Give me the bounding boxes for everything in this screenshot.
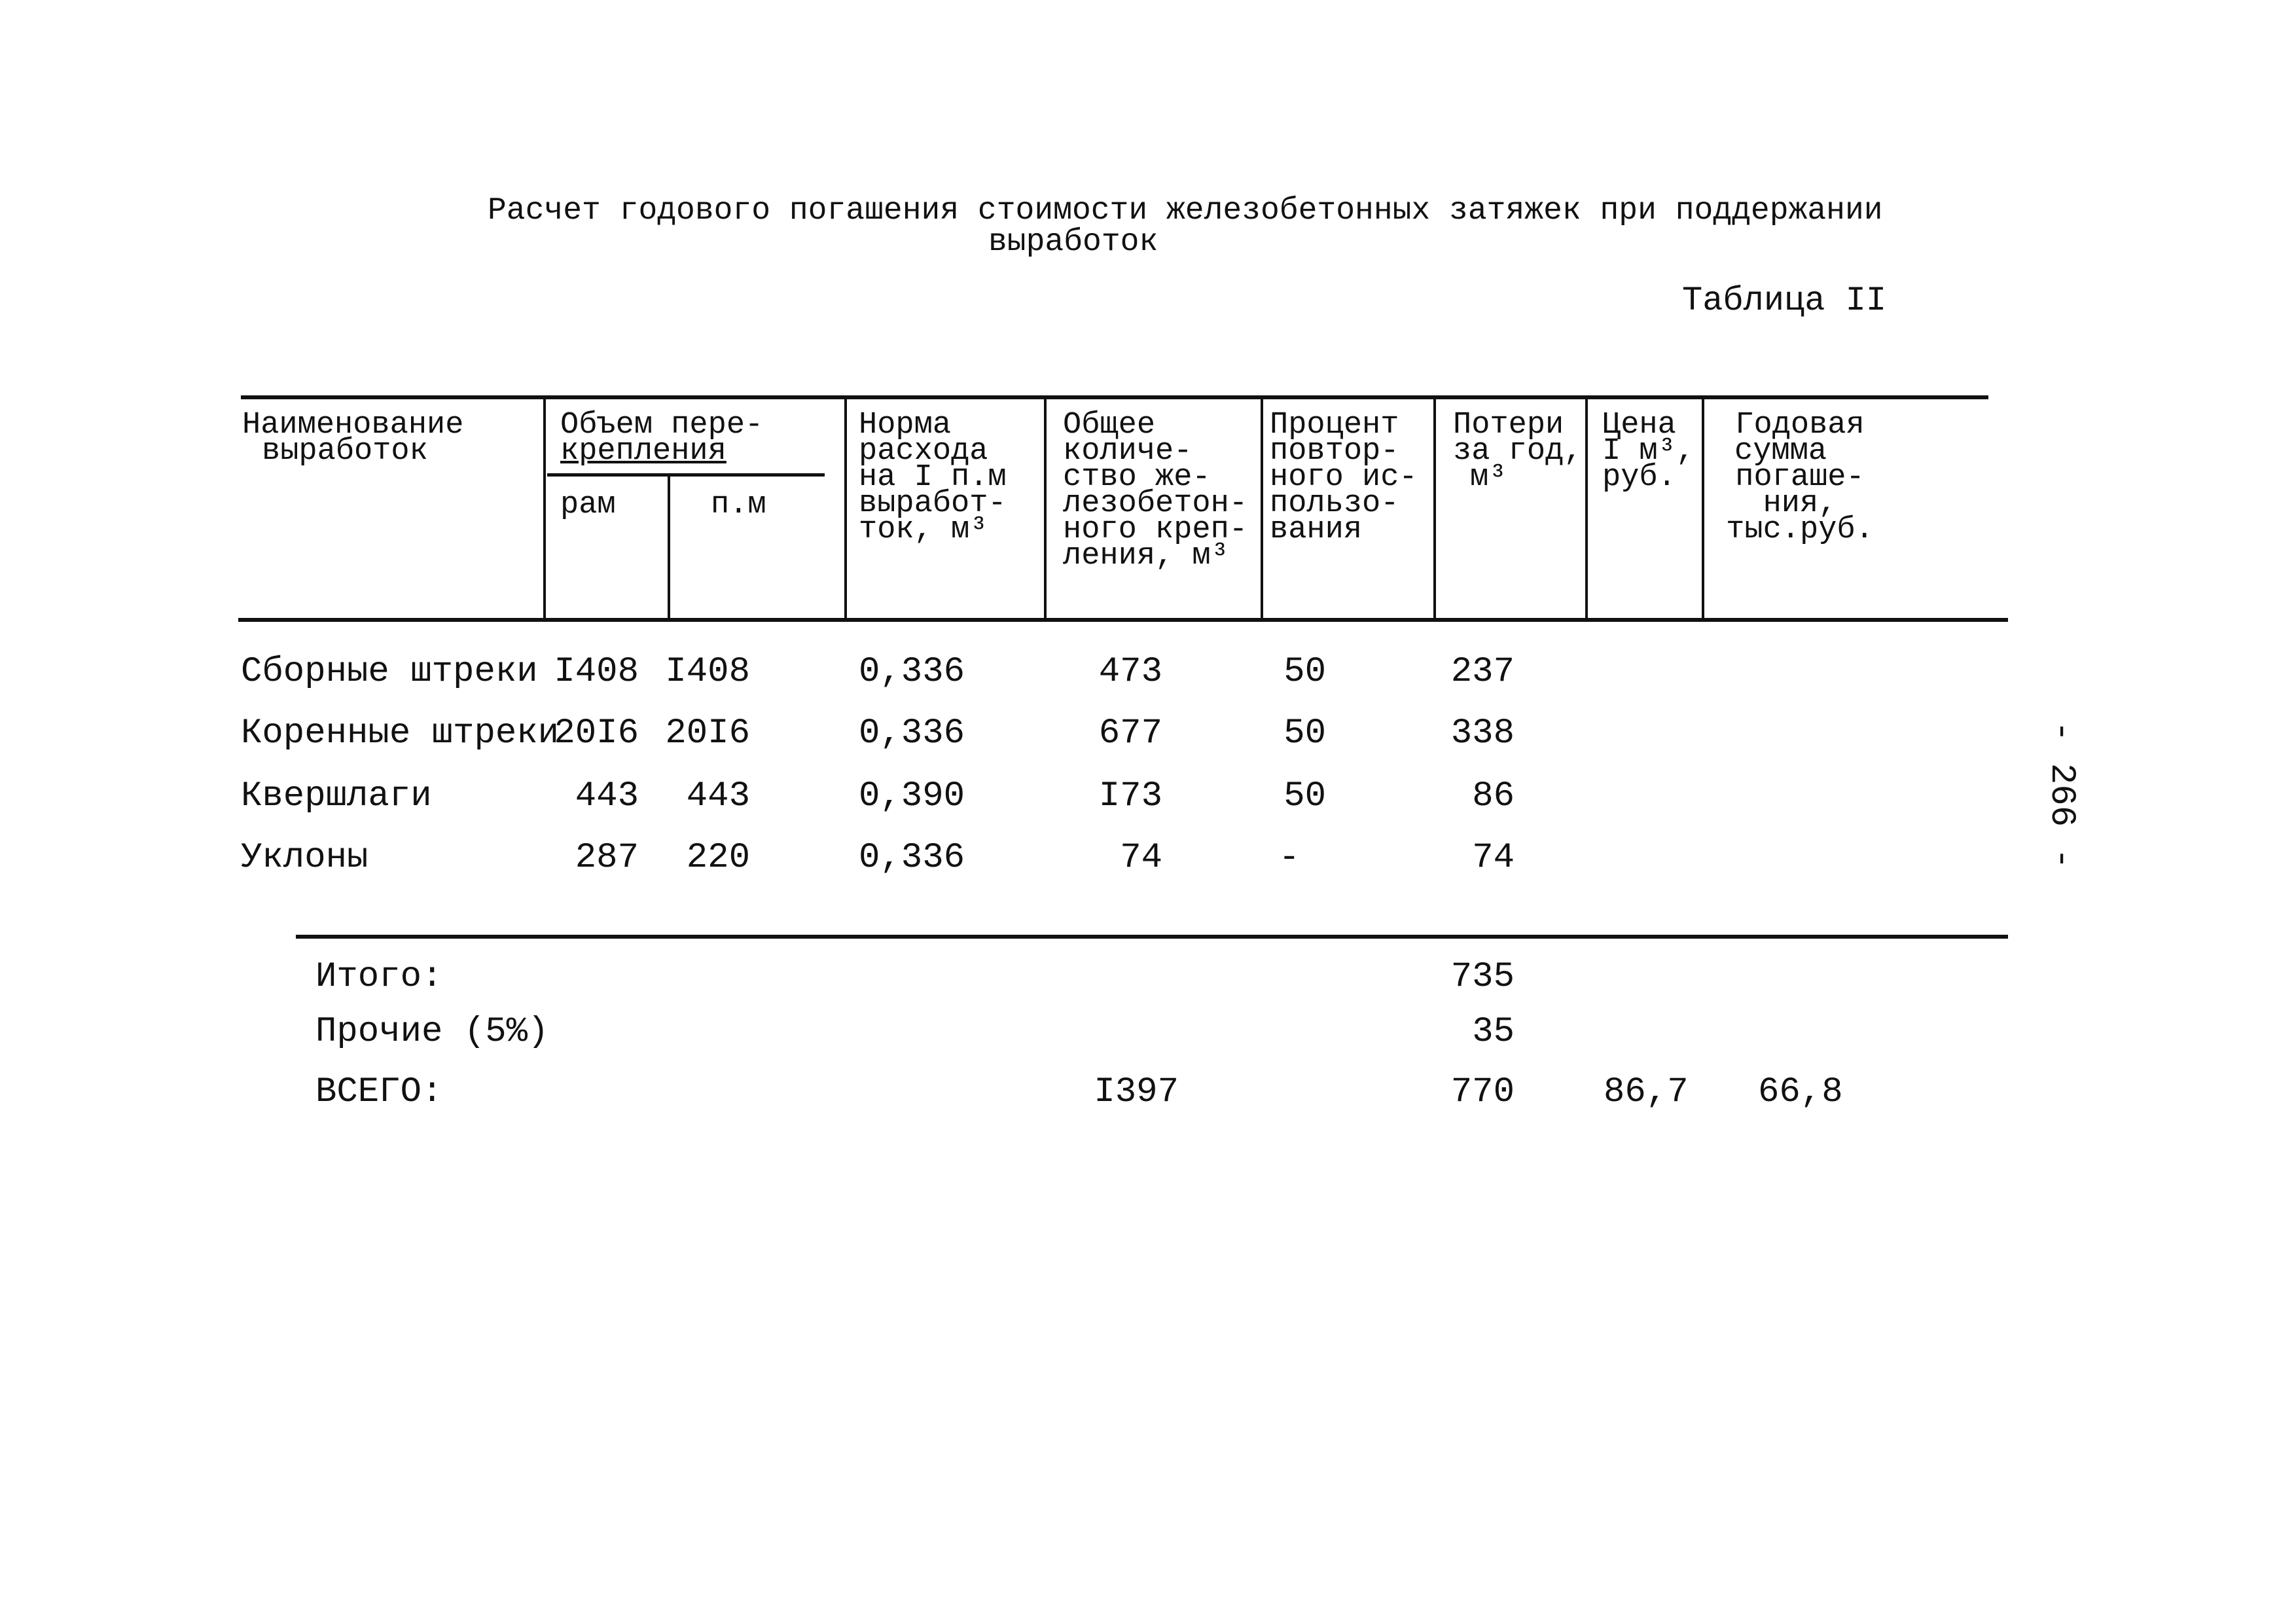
row-norm: 0,336 (859, 652, 965, 692)
row-percent: 50 (1283, 776, 1326, 816)
row-losses: 237 (1450, 652, 1515, 692)
row-ram: 20I6 (554, 713, 639, 753)
header-total-line: количе- (1063, 434, 1193, 469)
row-total: 677 (1098, 713, 1162, 753)
header-norm-line: Норма (859, 408, 952, 442)
header-norm-line: ток, м³ (859, 513, 988, 547)
header-sum-line: сумма (1734, 434, 1827, 469)
header-losses-line: м³ (1470, 460, 1507, 495)
header-percent-line: вания (1270, 513, 1363, 547)
document-title-line1: Расчет годового погашения стоимости железобетонных затяжек при поддержании (488, 193, 1883, 228)
header-norm-line: выработ- (859, 486, 1007, 521)
header-sum-line: Годовая (1735, 408, 1865, 442)
row-name: Квершлаги (241, 776, 432, 816)
page-number: - 266 - (2041, 721, 2081, 869)
summary-top-rule (296, 935, 2008, 939)
header-total-line: лезобетон- (1063, 486, 1248, 521)
summary-vsego-sum: 66,8 (1758, 1072, 1843, 1112)
header-total-line: Общее (1063, 408, 1156, 442)
row-norm: 0,336 (859, 713, 965, 753)
table-label: Таблица II (1682, 281, 1887, 320)
header-total-line: ство же- (1063, 460, 1211, 495)
col-sep-1 (543, 398, 546, 619)
header-price (1602, 408, 1695, 495)
header-annual-sum (1715, 408, 1885, 547)
header-volume (560, 408, 764, 469)
header-percent-line: пользо- (1270, 486, 1399, 521)
header-norm (859, 408, 1007, 547)
row-norm: 0,336 (859, 838, 965, 878)
header-total-amount (1063, 408, 1248, 573)
table-top-rule (241, 395, 1988, 399)
header-price-line: I м³, (1602, 434, 1695, 469)
header-norm-line: расхода (859, 434, 988, 469)
header-total-line: ного креп- (1063, 513, 1248, 547)
col-sep-3 (1044, 398, 1047, 619)
header-percent-line: ного ис- (1270, 460, 1418, 495)
volume-subheader-rule (547, 473, 825, 477)
header-sum-line: тыс.руб. (1726, 513, 1874, 547)
row-pm: 20I6 (665, 713, 750, 753)
summary-itogo-losses: 735 (1450, 957, 1515, 997)
row-ram: 287 (575, 838, 639, 878)
col-sep-4 (1261, 398, 1263, 619)
row-losses: 74 (1472, 838, 1515, 878)
col-sep-7 (1702, 398, 1704, 619)
col-sep-5 (1433, 398, 1436, 619)
header-volume-ram: рам (560, 488, 616, 522)
header-volume-line: крепления (560, 434, 726, 469)
summary-vsego-label: ВСЕГО: (315, 1072, 443, 1112)
summary-vsego-losses: 770 (1450, 1072, 1515, 1112)
row-name: Коренные штреки (241, 713, 560, 753)
row-ram: I408 (554, 652, 639, 692)
row-percent: 50 (1283, 713, 1326, 753)
row-percent: - (1278, 838, 1300, 878)
col-sep-ram-pm (668, 477, 670, 619)
header-volume-pm: п.м (711, 488, 766, 522)
row-total: 74 (1120, 838, 1162, 878)
header-reuse-percent (1270, 408, 1418, 547)
header-sum-line: погаше- (1735, 460, 1865, 495)
summary-vsego-total: I397 (1094, 1072, 1179, 1112)
col-sep-6 (1585, 398, 1588, 619)
header-total-line: ления, м³ (1063, 539, 1229, 573)
row-percent: 50 (1283, 652, 1326, 692)
row-ram: 443 (575, 776, 639, 816)
header-losses-line: за год, (1453, 434, 1583, 469)
header-sum-line: ния, (1763, 486, 1837, 521)
header-bottom-rule (238, 618, 2008, 622)
header-name-line: Наименование (242, 408, 464, 442)
header-percent-line: Процент (1270, 408, 1399, 442)
header-name (242, 408, 464, 469)
row-total: 473 (1098, 652, 1162, 692)
row-pm: 443 (686, 776, 750, 816)
header-norm-line: на I п.м (859, 460, 1007, 495)
row-norm: 0,390 (859, 776, 965, 816)
row-name: Сборные штреки (241, 652, 538, 692)
row-total: I73 (1098, 776, 1162, 816)
header-price-line: руб. (1602, 460, 1676, 495)
row-name: Уклоны (241, 838, 368, 878)
summary-prochie-label: Прочие (5%) (315, 1012, 549, 1052)
summary-itogo-label: Итого: (315, 957, 443, 997)
header-volume-line: Объем пере- (560, 408, 764, 442)
row-losses: 86 (1472, 776, 1515, 816)
summary-vsego-price: 86,7 (1604, 1072, 1689, 1112)
row-pm: 220 (686, 838, 750, 878)
document-title-line2: выработок (988, 225, 1158, 260)
summary-prochie-losses: 35 (1472, 1012, 1515, 1052)
header-losses (1453, 408, 1583, 495)
row-pm: I408 (665, 652, 750, 692)
col-sep-2 (844, 398, 847, 619)
header-losses-line: Потери (1453, 408, 1564, 442)
row-losses: 338 (1450, 713, 1515, 753)
header-percent-line: повтор- (1270, 434, 1399, 469)
header-price-line: Цена (1602, 408, 1676, 442)
header-name-line: выработок (262, 434, 428, 469)
